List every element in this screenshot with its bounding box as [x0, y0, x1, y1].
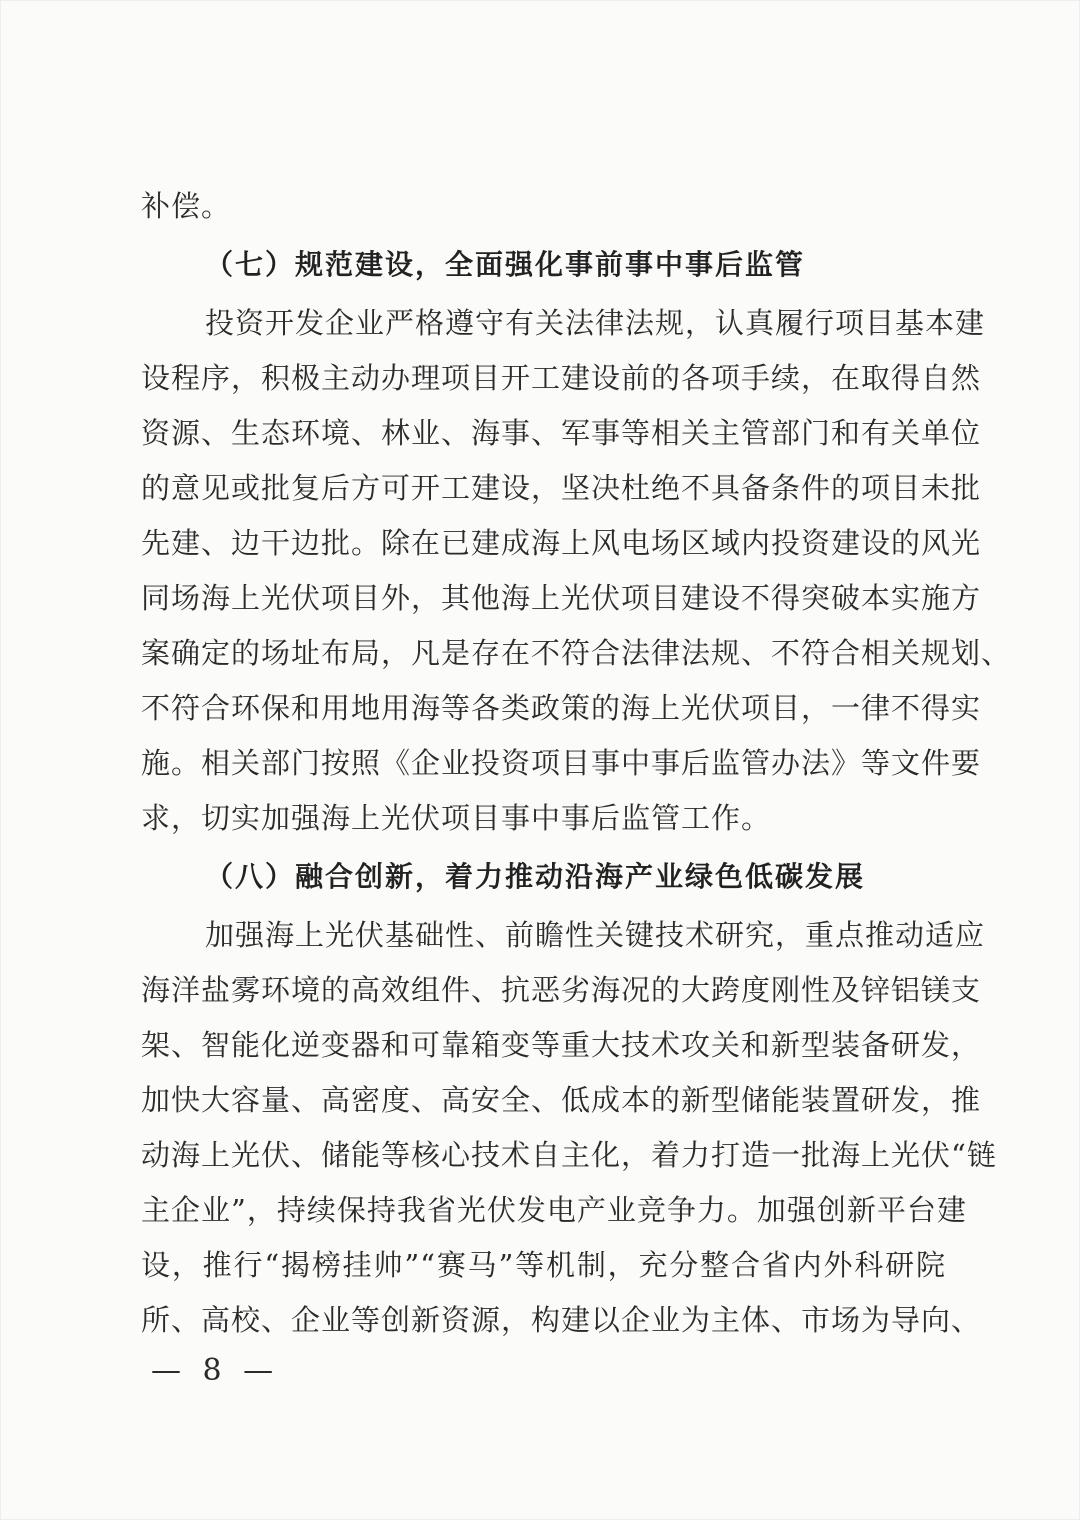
body-line: 施。相关部门按照《企业投资项目事中事后监管办法》等文件要: [141, 746, 982, 780]
body-line: 补偿。: [141, 189, 232, 223]
body-line: 所、高校、企业等创新资源，构建以企业为主体、市场为导向、: [141, 1303, 982, 1337]
body-line: 先建、边干边批。除在已建成海上风电场区域内投资建设的风光: [141, 526, 982, 560]
body-line: 求，切实加强海上光伏项目事中事后监管工作。: [141, 801, 772, 835]
body-line: 海洋盐雾环境的高效组件、抗恶劣海况的大跨度刚性及锌铝镁支: [141, 973, 982, 1007]
section-heading-7: （七）规范建设，全面强化事前事中事后监管: [205, 248, 806, 281]
section-heading-8: （八）融合创新，着力推动沿海产业绿色低碳发展: [205, 860, 866, 893]
body-line: 动海上光伏、储能等核心技术自主化，着力打造一批海上光伏“链: [141, 1138, 997, 1172]
body-line: 加强海上光伏基础性、前瞻性关键技术研究，重点推动适应: [205, 918, 986, 952]
body-line: 架、智能化逆变器和可靠箱变等重大技术攻关和新型装备研发，: [141, 1028, 982, 1062]
page-number: — 8 —: [151, 1353, 280, 1388]
body-line: 设程序，积极主动办理项目开工建设前的各项手续，在取得自然: [141, 361, 982, 395]
body-line: 同场海上光伏项目外，其他海上光伏项目建设不得突破本实施方: [141, 581, 982, 615]
body-line: 加快大容量、高密度、高安全、低成本的新型储能装置研发，推: [141, 1083, 982, 1117]
document-body: [141, 179, 1012, 1348]
body-line: 的意见或批复后方可开工建设，坚决杜绝不具备条件的项目未批: [141, 471, 982, 505]
body-line: 资源、生态环境、林业、海事、军事等相关主管部门和有关单位: [141, 416, 982, 450]
body-line: 主企业”，持续保持我省光伏发电产业竞争力。加强创新平台建: [141, 1193, 967, 1227]
body-line: 投资开发企业严格遵守有关法律法规，认真履行项目基本建: [205, 306, 986, 340]
body-line: 不符合环保和用地用海等各类政策的海上光伏项目，一律不得实: [141, 691, 982, 725]
body-line: 设，推行“揭榜挂帅”“赛马”等机制，充分整合省内外科研院: [141, 1248, 946, 1282]
body-line: 案确定的场址布局，凡是存在不符合法律法规、不符合相关规划、: [141, 636, 1012, 670]
